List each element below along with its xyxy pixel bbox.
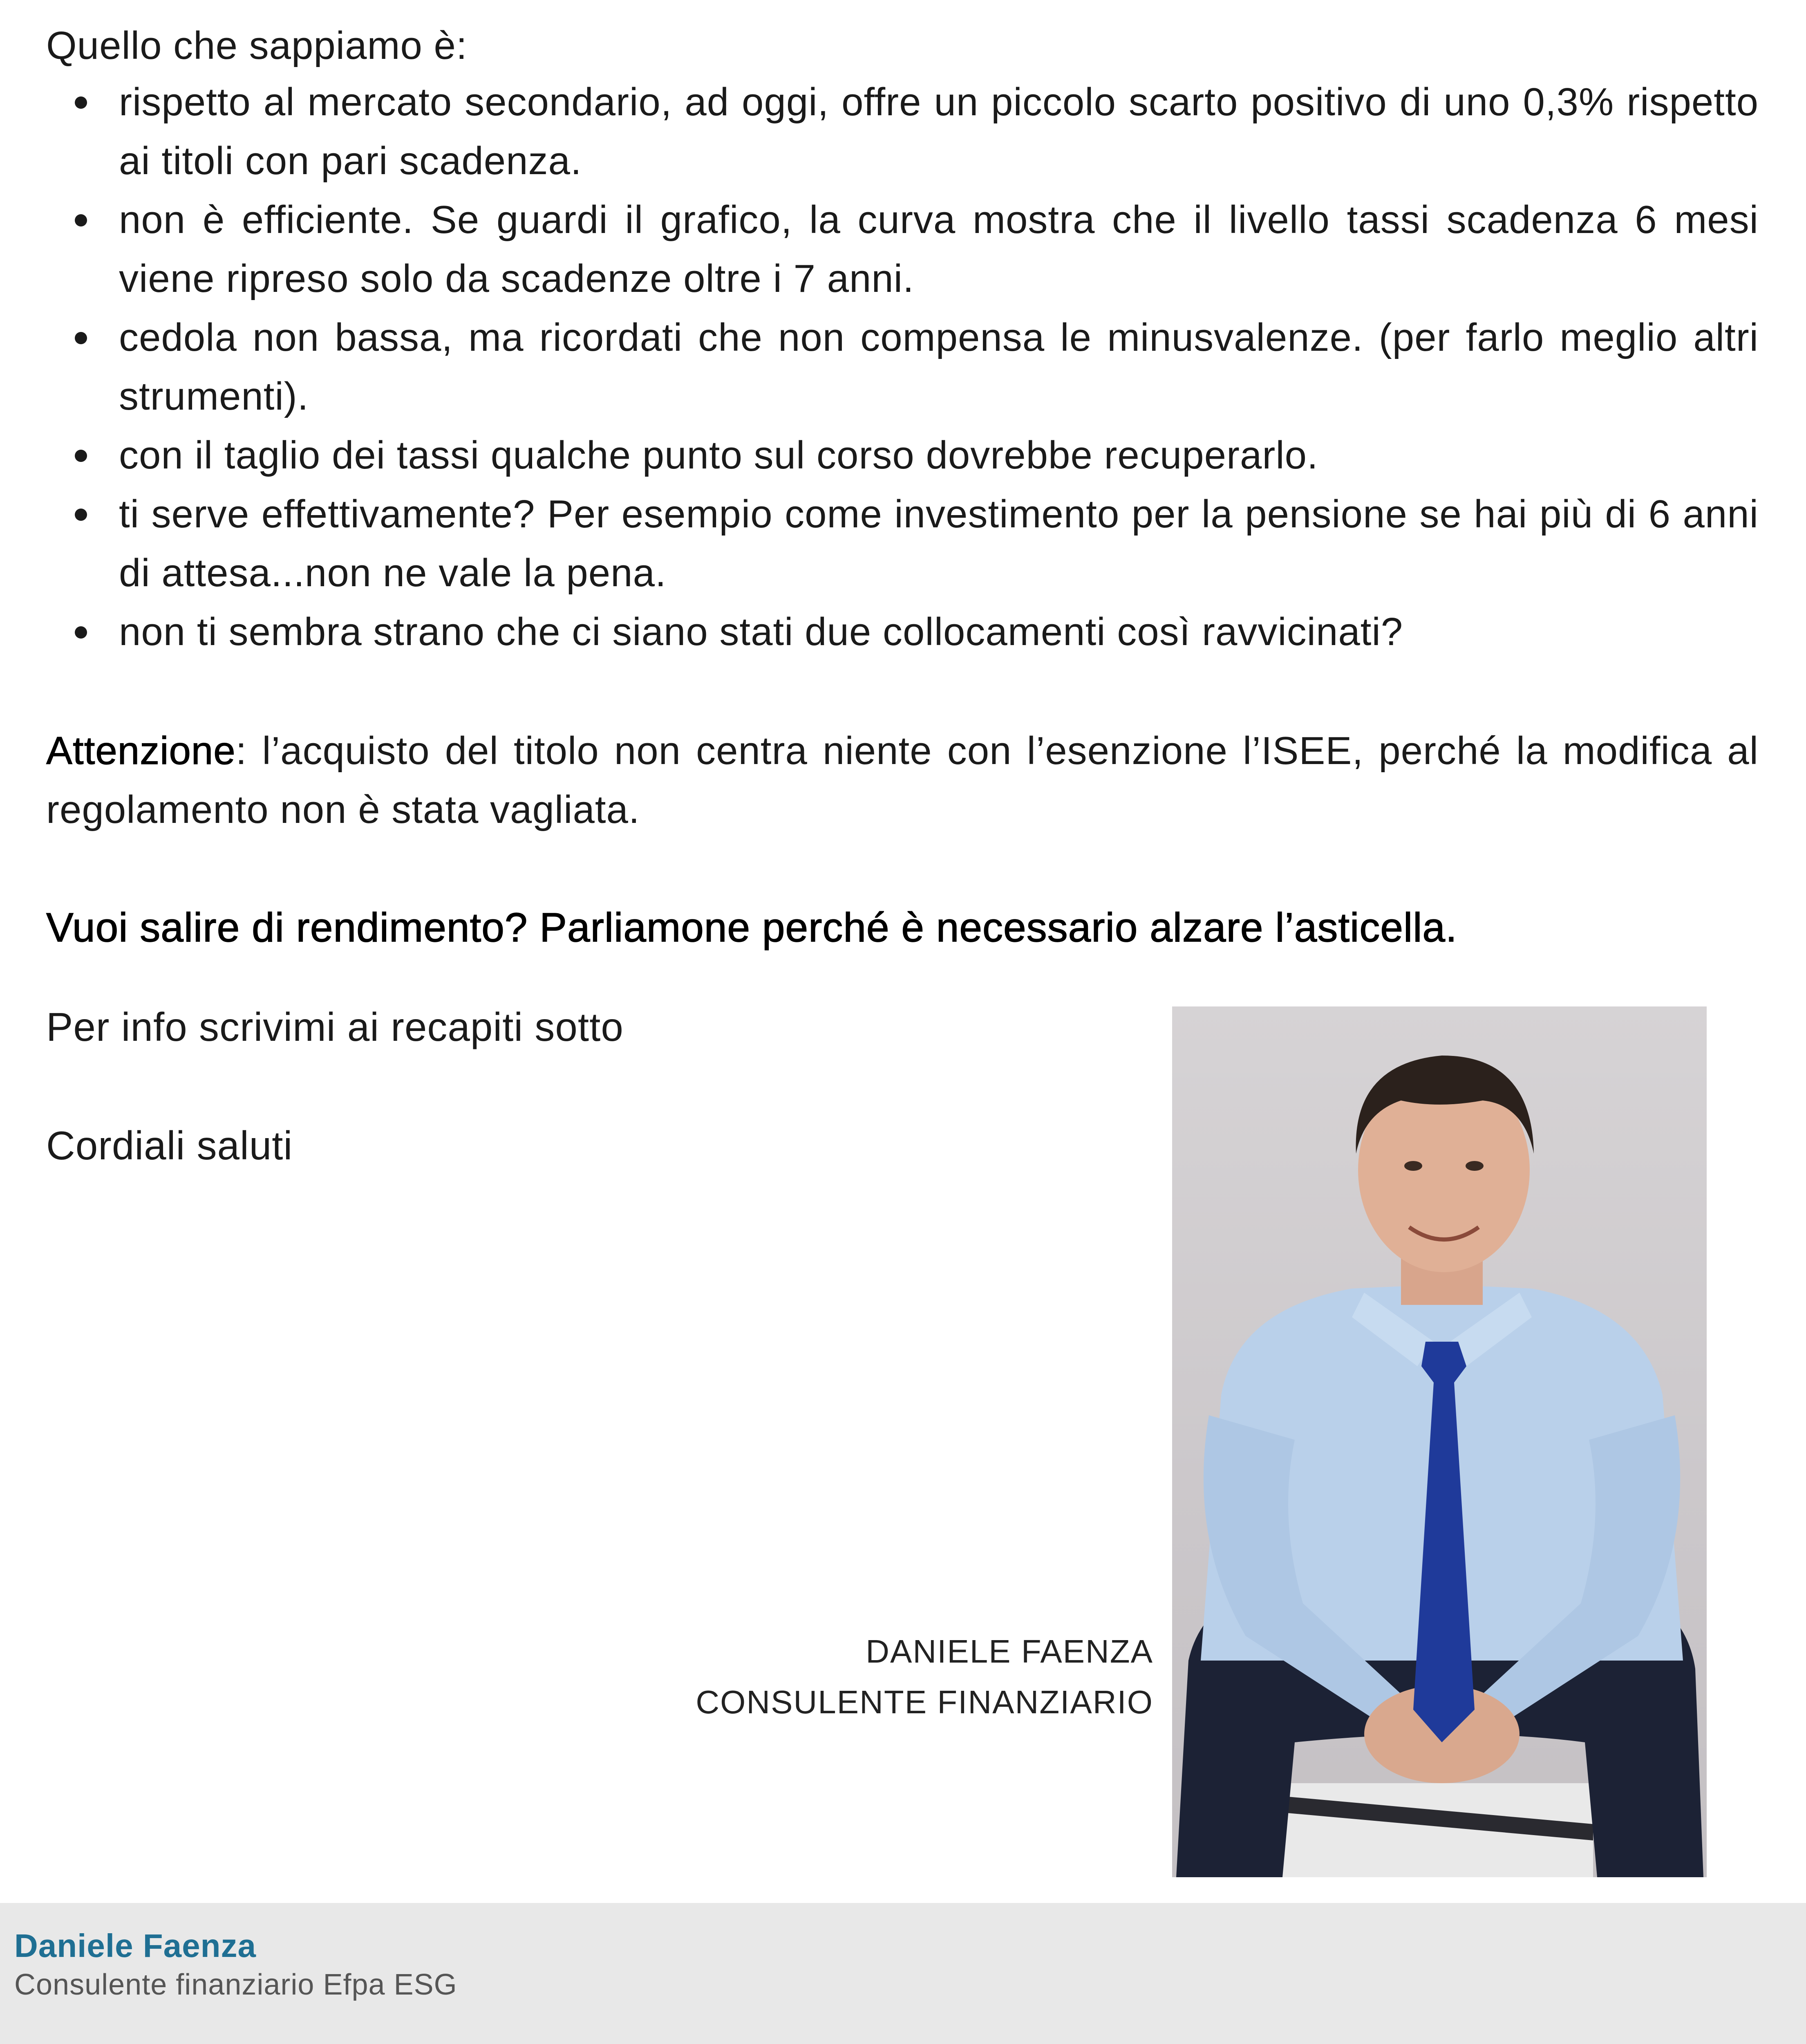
list-item	[46, 603, 1759, 661]
list-item	[46, 485, 1759, 603]
bullet-icon	[75, 450, 87, 462]
list-item-text: non è efficiente. Se guardi il grafico, la curva mostra che il livello tassi scadenza 6 mesi viene ripreso solo da scadenze oltre i 7 anni.	[119, 198, 1759, 300]
signature-title: CONSULENTE FINANZIARIO	[696, 1684, 1153, 1720]
signature-name: DANIELE FAENZA	[866, 1633, 1153, 1670]
bullet-list	[46, 73, 1759, 661]
list-item-text: non ti sembra strano che ci siano stati due collocamenti così ravvicinati?	[119, 610, 1403, 654]
warning-text: : l’acquisto del titolo non centra niente con l’esenzione l’ISEE, perché la modifica al regolamento non è stata vagliata.	[46, 729, 1759, 831]
bullet-icon	[75, 96, 87, 109]
bullet-icon	[75, 626, 87, 639]
footer-bar	[0, 1903, 1806, 2044]
footer-role: Consulente finanziario Efpa ESG	[14, 1968, 457, 2001]
warning-paragraph	[46, 722, 1759, 839]
list-item-text: cedola non bassa, ma ricordati che non compensa le minusvalenze. (per farlo meglio altri strumenti).	[119, 316, 1759, 418]
bullet-icon	[75, 509, 87, 521]
list-item-text: rispetto al mercato secondario, ad oggi, offre un piccolo scarto positivo di uno 0,3% rispetto ai titoli con pari scadenza.	[119, 80, 1759, 183]
intro-text: Quello che sappiamo è:	[46, 24, 468, 67]
portrait-photo	[1172, 1006, 1707, 1877]
list-item	[46, 426, 1759, 485]
signature-block	[696, 1626, 1153, 1728]
warning-label: Attenzione	[46, 729, 236, 773]
list-item	[46, 73, 1759, 191]
footer-name: Daniele Faenza	[14, 1927, 257, 1964]
list-item	[46, 308, 1759, 426]
info-text: Per info scrivimi ai recapiti sotto	[46, 1004, 624, 1049]
list-item-text: con il taglio dei tassi qualche punto sul corso dovrebbe recuperarlo.	[119, 433, 1318, 477]
call-to-action: Vuoi salire di rendimento? Parliamone perché è necessario alzare l’asticella.	[46, 905, 1457, 950]
list-item	[46, 191, 1759, 308]
bullet-icon	[75, 332, 87, 344]
portrait-illustration	[1172, 1006, 1707, 1877]
closing-text: Cordiali saluti	[46, 1123, 293, 1168]
list-item-text: ti serve effettivamente? Per esempio come investimento per la pensione se hai più di 6 anni di attesa...non ne vale la pena.	[119, 492, 1759, 595]
bullet-icon	[75, 214, 87, 226]
